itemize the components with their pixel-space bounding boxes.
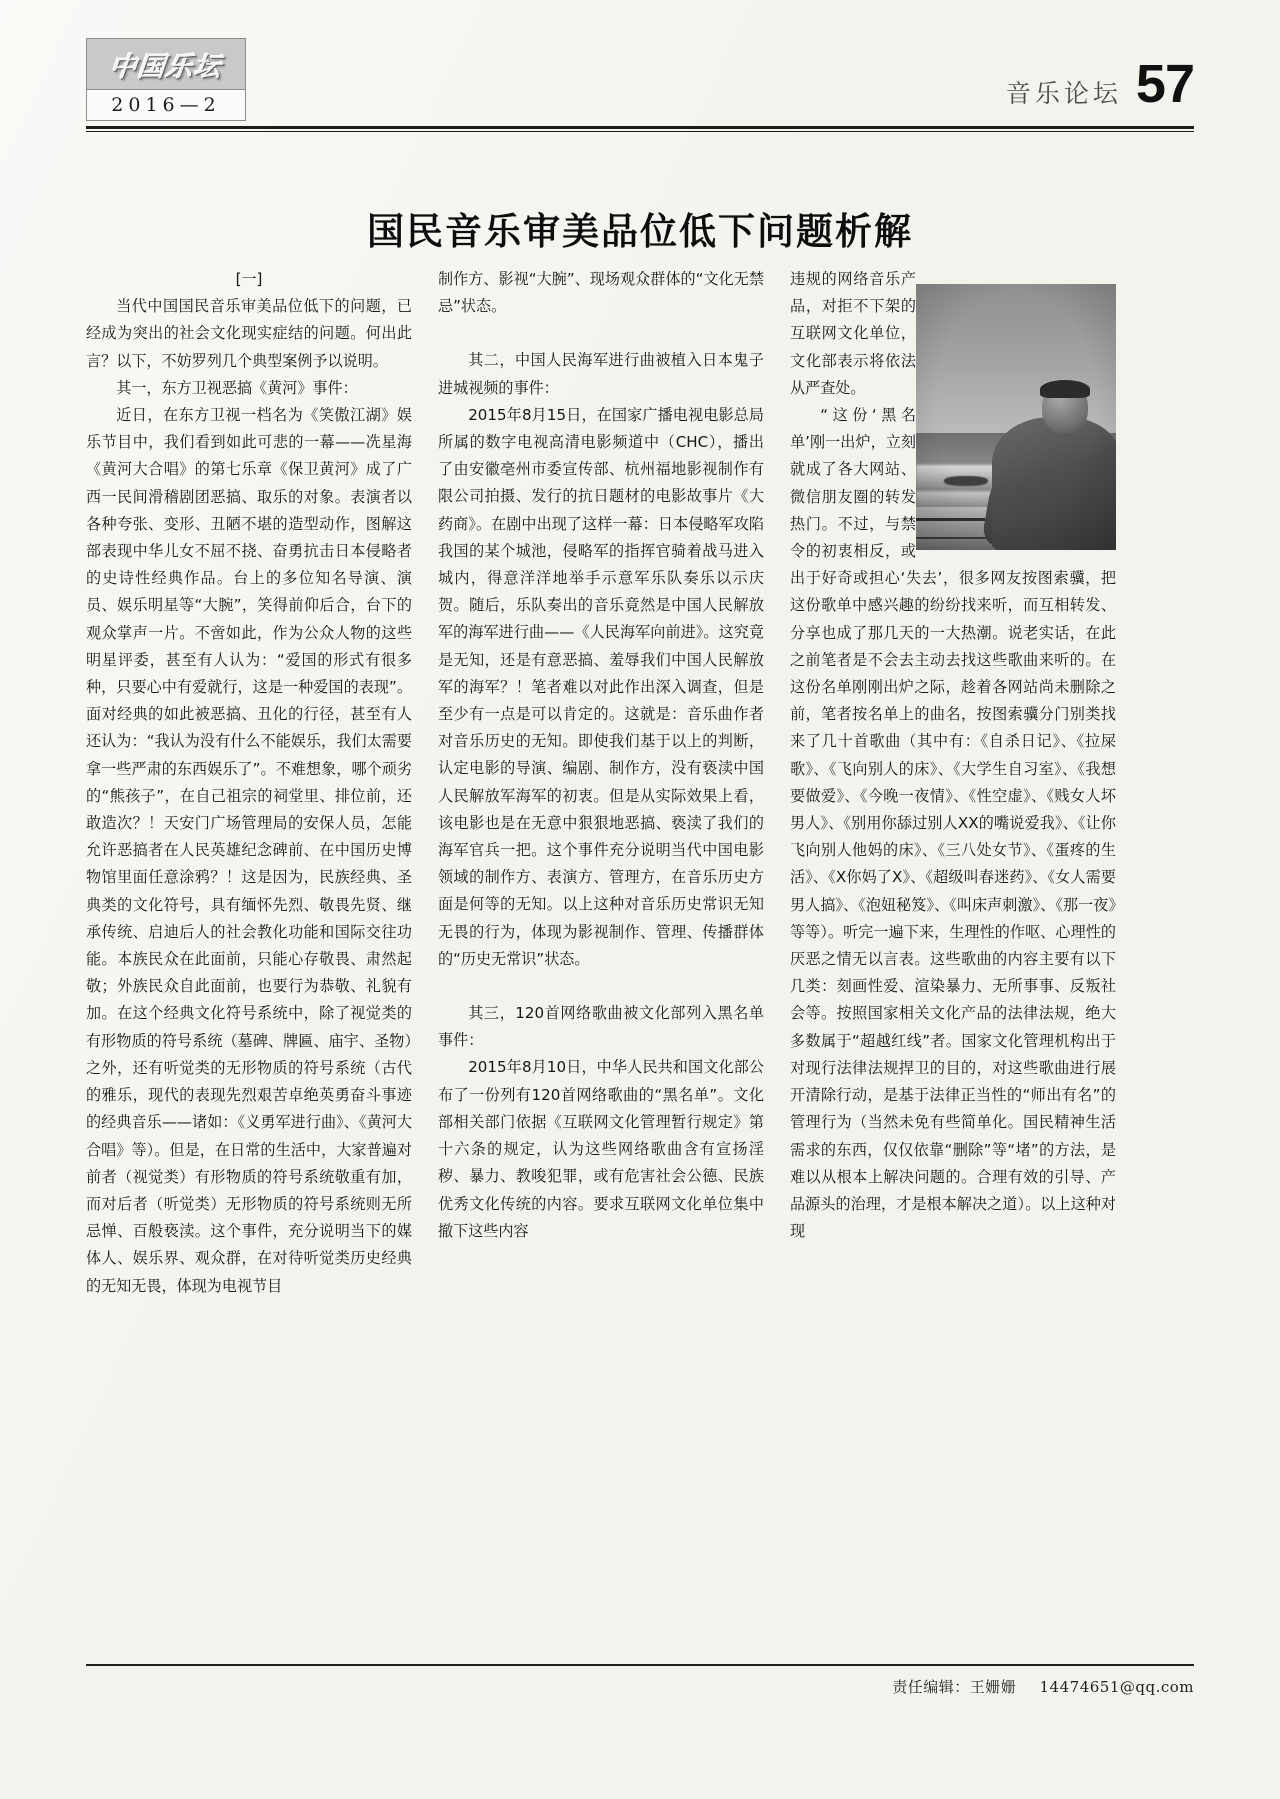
masthead-title: 中国乐坛 bbox=[108, 51, 224, 83]
header-divider bbox=[86, 126, 1194, 132]
paragraph: “这份‘黑名单’刚一出炉，立刻就成了各大网站、微信朋友圈的转发热门。不过，与禁令的初衷相反，或出于好奇或担心‘失去’，很多网友按图索骥，把这份歌单中感兴趣的纷纷找来听，而互相转发、分享也成了那几天的一大热潮。说老实话，在此之前笔者是不会去主动去找这些歌曲来听的。在这份名单刚刚出炉之际，趁着各网站尚未删除之前，笔者按名单上的曲名，按图索骥分门别类找来了几十首歌曲（其中有：《自杀日记》、《拉屎歌》、《飞向别人的床》、《大学生自习室》、《我想要做爱》、《今晚一夜情》、《性空虚》、《贱女人坏男人》、《别用你舔过别人XX的嘴说爱我》、《让你飞向别人他妈的床》、《三八处女节》、《蛋疼的生活》、《X你妈了X》、《超级叫春迷药》、《女人需要男人搞》、《泡妞秘笈》、《叫床声刺激》、《那一夜》等等）。听完一遍下来，生理性的作呕、心理性的厌恶之情无以言表。这些歌曲的内容主要有以下几类：刻画性爱、渲染暴力、无所事事、反叛社会等。按照国家相关文化产品的法律法规，绝大多数属于“超越红线”者。国家文化管理机构出于对现行法律法规捍卫的目的，对这些歌曲进行展开清除行动，是基于法律正当性的“师出有名”的管理行为（当然未免有些简单化。国民精神生活需求的东西，仅仅依靠“删除”等“堵”的方法，是难以从根本上解决问题的。合理有效的引导、产品源头的治理，才是根本解决之道）。以上这种对现 bbox=[790, 406, 1116, 1241]
paragraph: 其三，120首网络歌曲被文化部列入黑名单事件： bbox=[438, 1004, 764, 1050]
editor-email: 14474651@qq.com bbox=[1039, 1678, 1194, 1696]
paragraph: 违规的网络音乐产品，对拒不下架的互联网文化单位，文化部表示将依法从严查处。 bbox=[790, 270, 916, 397]
paragraph: 2015年8月10日，中华人民共和国文化部公布了一份列有120首网络歌曲的“黑名单”。文化部相关部门依据《互联网文化管理暂行规定》第十六条的规定，认为这些网络歌曲含有宣扬淫秽、暴力、教唆犯罪，或有危害社会公德、民族优秀文化传统的内容。要求互联网文化单位集中撤下这些内容 bbox=[438, 1058, 764, 1240]
column-1 bbox=[86, 266, 412, 1651]
column-3 bbox=[790, 266, 1116, 1651]
section-marker: [一] bbox=[235, 270, 263, 288]
paragraph: 其一，东方卫视恶搞《黄河》事件： bbox=[116, 378, 358, 397]
editor-label: 责任编辑：王姗姗 bbox=[892, 1678, 1017, 1696]
photo-image bbox=[916, 284, 1116, 550]
paragraph: 当代中国国民音乐审美品位低下的问题，已经成为突出的社会文化现实症结的问题。何出此言？以下，不妨罗列几个典型案例予以说明。 bbox=[86, 297, 412, 370]
footer-divider bbox=[86, 1664, 1194, 1666]
column-2 bbox=[438, 266, 764, 1651]
article-title: 国民音乐审美品位低下问题析解 bbox=[367, 208, 913, 253]
page-header bbox=[0, 0, 1280, 135]
header-right-group bbox=[1005, 54, 1194, 114]
section-name: 音乐论坛 bbox=[1005, 79, 1122, 108]
masthead-logo-box bbox=[86, 38, 246, 89]
paragraph: 2015年8月15日，在国家广播电视电影总局所属的数字电视高清电影频道中（CHC），播出了由安徽亳州市委宣传部、杭州福地影视制作有限公司拍摄、发行的抗日题材的电影故事片《大药商》。在剧中出现了这样一幕：日本侵略军攻陷我国的某个城池，侵略军的指挥官骑着战马进入城内，得意洋洋地举手示意军乐队奏乐以示庆贺。随后，乐队奏出的音乐竟然是中国人民解放军的海军进行曲——《人民海军向前进》。这究竟是无知，还是有意恶搞、羞辱我们中国人民解放军的海军？！笔者难以对此作出深入调查，但是至少有一点是可以肯定的。这就是：音乐曲作者对音乐历史的无知。即使我们基于以上的判断，认定电影的导演、编剧、制作方，没有亵渎中国人民解放军海军的初衷。但是从实际效果上看，该电影也是在无意中狠狠地恶搞、亵渎了我们的海军官兵一把。这个事件充分说明当代中国电影领域的制作方、表演方、管理方，在音乐历史方面是何等的无知。以上这种对音乐历史常识无知无畏的行为，体现为影视制作、管理、传播群体的“历史无常识”状态。 bbox=[438, 405, 764, 968]
page-number: 57 bbox=[1135, 54, 1194, 114]
paragraph: 其二，中国人民海军进行曲被植入日本鬼子进城视频的事件： bbox=[438, 351, 764, 397]
paragraph: 近日，在东方卫视一档名为《笑傲江湖》娱乐节目中，我们看到如此可悲的一幕——冼星海《黄河大合唱》的第七乐章《保卫黄河》成了广西一民间滑稽剧团恶搞、取乐的对象。表演者以各种夸张、变形、丑陋不堪的造型动作，图解这部表现中华儿女不屈不挠、奋勇抗击日本侵略者的史诗性经典作品。台上的多位知名导演、演员、娱乐明星等“大腕”，笑得前仰后合，台下的观众掌声一片。不啻如此，作为公众人物的这些明星评委，甚至有人认为：“爱国的形式有很多种，只要心中有爱就行，这是一种爱国的表现”。面对经典的如此被恶搞、丑化的行径，甚至有人还认为：“我认为没有什么不能娱乐，我们太需要拿一些严肃的东西娱乐了”。不难想象，哪个顽劣的“熊孩子”，在自己祖宗的祠堂里、排位前，还敢造次？！天安门广场管理局的安保人员，怎能允许恶搞者在人民英雄纪念碑前、在中国历史博物馆里面任意涂鸦？！这是因为，民族经典、圣典类的文化符号，具有缅怀先烈、敬畏先贤、继承传统、启迪后人的社会教化功能和国际交往功能。本族民众在此面前，只能心存敬畏、肃然起敬；外族民众自此面前，也要行为恭敬、礼貌有加。在这个经典文化符号系统中，除了视觉类的有形物质的符号系统（墓碑、牌匾、庙宇、圣物）之外，还有听觉类的无形物质的符号系统（古代的雅乐，现代的表现先烈艰苦卓绝英勇奋斗事迹的经典音乐——诸如：《义勇军进行曲》、《黄河大合唱》等）。但是，在日常的生活中，大家普遍对前者（视觉类）有形物质的符号系统敬重有加，而对后者（听觉类）无形物质的符号系统则无所忌惮、百般亵渎。这个事件，充分说明当下的媒体人、娱乐界、观众群，在对待听觉类历史经典的无知无畏，体现为电视节目 bbox=[86, 406, 412, 1295]
masthead bbox=[86, 38, 246, 121]
masthead-issue-box bbox=[86, 89, 246, 121]
photo-vignette bbox=[916, 284, 1116, 550]
article-photo bbox=[916, 284, 1116, 550]
article-body bbox=[86, 266, 1196, 1651]
masthead-issue: 2016—2 bbox=[111, 94, 221, 116]
paragraph: 制作方、影视“大腕”、现场观众群体的“文化无禁忌”状态。 bbox=[438, 270, 764, 316]
footer-credits bbox=[892, 1676, 1194, 1697]
